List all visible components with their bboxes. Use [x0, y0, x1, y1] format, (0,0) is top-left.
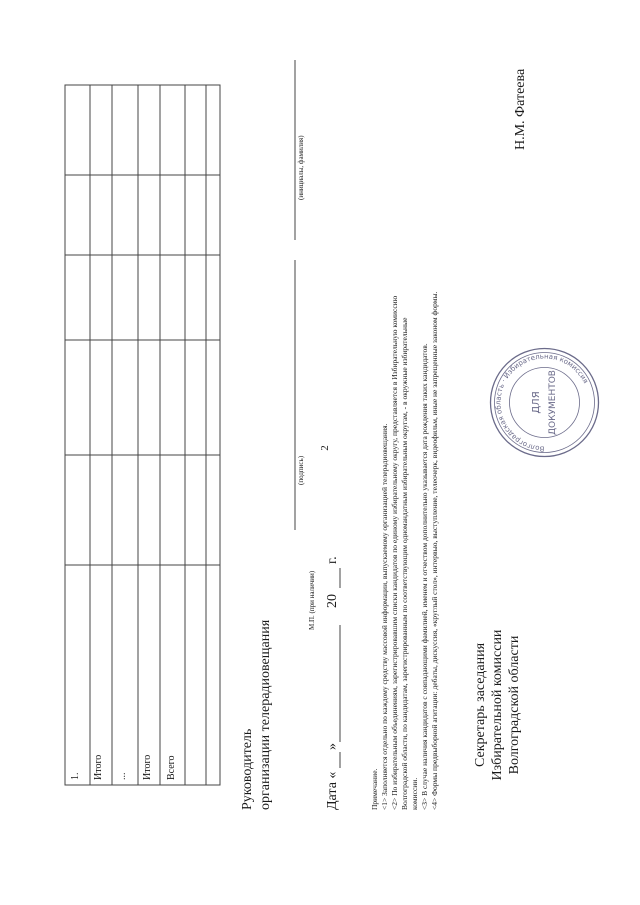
rotated-page-content [0, 20, 640, 860]
table-row-label: Всего [166, 755, 177, 780]
date-mid: » [325, 743, 340, 750]
table-row-label: Итого [142, 754, 153, 780]
page-number: 2 [318, 445, 331, 451]
notes-title: Примечание. [370, 768, 379, 810]
note-4: <4> Формы предвыборной агитации: дебаты, дискуссия, «круглый стол», интервью, выступление, телеочерк, видеофильм, иные не запрещенные законом формы. [430, 291, 439, 810]
note-1: <1> Заполняется отдельно по каждому средству массовой информации, выпускаемому организацией телерадиовещания. [380, 423, 389, 810]
secretary-line-2: Избирательной комиссии [490, 629, 505, 781]
note-2-cont: Волгоградской области, по кандидатам, зарегистрированным по соответствующим одномандатным избирательным округам, - в окружные избирательные [400, 317, 409, 810]
secretary-line-1: Секретарь заседания [473, 642, 488, 768]
initials-caption: (инициалы, фамилия) [297, 135, 305, 200]
head-title: Руководитель [240, 728, 255, 810]
round-stamp [487, 345, 602, 460]
secretary-line-3: Волгоградской области [507, 635, 522, 775]
note-2: <2> По избирательным объединениям, зарегистрировавшим списки кандидатов по единому избирательному округу, представляется в Избирательную комиссию [390, 295, 399, 810]
table-row-label: ... [117, 772, 128, 780]
date-year: 20 [325, 594, 340, 608]
head-organization: организации телерадиовещания [258, 619, 273, 810]
stamp-ring-text: Волгоградская область · Избирательная комиссия [494, 352, 590, 453]
table-row-label: 1. [70, 772, 81, 780]
date-prefix: Дата « [325, 771, 340, 810]
stamp-place-label: М.П. (при наличии) [308, 570, 316, 630]
secretary-title [472, 620, 523, 790]
date-suffix: г. [325, 556, 340, 564]
note-2-end: комиссии. [410, 777, 419, 810]
table-row-label: Итого [93, 754, 104, 780]
note-3: <3> В случае наличия кандидатов с совпадающими фамилией, именем и отчеством дополнительно указывается дата рождения таких кандидатов. [420, 343, 429, 810]
stamp-center-line-1: ДЛЯ [531, 391, 542, 414]
secretary-name: Н.М. Фатеева [513, 68, 528, 150]
stamp-center-line-2: ДОКУМЕНТОВ [548, 370, 558, 435]
signature-caption: (подпись) [297, 455, 305, 485]
